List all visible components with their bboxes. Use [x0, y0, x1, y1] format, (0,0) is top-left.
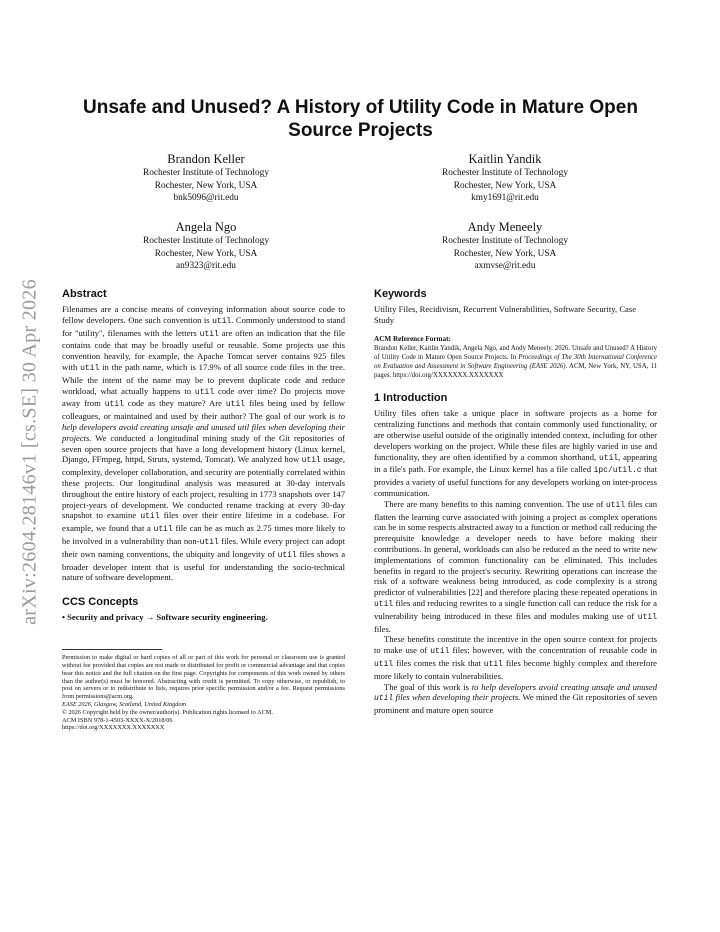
acm-ref-text: Brandon Keller, Kaitlin Yandik, Angela Ngo, and Andy Meneely. 2026. Unsafe and Unused? A History of Utility Code in Mature Open Source Projects. In Proceedings of The 30th International Conference on Evaluation and Assessment in Software Engineering (EASE 2026). ACM, New York, NY, USA, 11 pages. https://doi.org/XXXXXXX.XXXXXXX [374, 344, 658, 380]
author-location: Rochester, New York, USA [154, 180, 258, 191]
author-email: an9323@rit.edu [176, 261, 236, 271]
permission-notice: Permission to make digital or hard copies of all or part of this work for personal or classroom use is granted without fee provided that copies are not made or distributed for profit or commercial advantage and that copies bear this notice and the full citation on the first page. Copyrights for components of this work owned by others than the author(s) must be honored. Abstracting with credit is permitted. To copy otherwise, or republish, to post on servers or to redistribute to lists, requires prior specific permission and/or a fee. Request permissions from permissions@acm.org. EASE 2026, Glasgow, Scotland, United Kingdom © 2026 Copyright held by the owner/author(s). Publication rights licensed to ACM. ACM ISBN 978-1-4503-XXXX-X/2018/06 https://doi.org/XXXXXXX.XXXXXXX [62, 654, 345, 732]
author-affiliation: Rochester Institute of Technology [442, 168, 568, 178]
author-email: axmvse@rit.edu [474, 261, 536, 271]
abstract-heading: Abstract [62, 288, 107, 300]
author-block [375, 152, 635, 205]
author-location: Rochester, New York, USA [453, 180, 557, 191]
author-affiliation: Rochester Institute of Technology [143, 168, 269, 178]
author-name: Andy Meneely [467, 220, 543, 234]
paper-title: Unsafe and Unused? A History of Utility Code in Mature Open Source Projects [83, 97, 638, 141]
keywords-text: Utility Files, Recidivism, Recurrent Vulnerabilities, Software Security, Case Study [374, 304, 637, 325]
left-column [62, 287, 345, 732]
acm-ref-heading: ACM Reference Format: [374, 334, 451, 343]
author-affiliation: Rochester Institute of Technology [143, 236, 269, 246]
arxiv-watermark: arXiv:2604.28146v1 [cs.SE] 30 Apr 2026 [18, 279, 41, 625]
author-location: Rochester, New York, USA [154, 248, 258, 259]
abstract-text: Filenames are a concise means of conveying information about source code to fellow developers. One such convention is util. Commonly understood to stand for "utility", filenames with the letters util are often an indication that the file contains code that may be broadly useful or reusable. Some projects use this convention heavily, for example, the Apache Tomcat server contains 925 files with util in the path name, which is 17.9% of all source code files in the tree. While the intent of the name may be to prevent duplicate code and reduce workload, what actually happens to util code over time? Do projects move away from util code as they mature? Are util files being used by fellow colleagues, or maintained and used by their author? The goal of our work is to help developers avoid creating unsafe and unused util files when developing their projects. We conducted a longitudinal mining study of the Git repositories of seven open source projects that have a long development history (Linux kernel, Django, FFmpeg, httpd, Struts, systemd, Tomcat). We analyzed how util usage, complexity, developer collaboration, and security are potentially correlated within these projects. Our longitudinal analysis was measured at 30-day intervals throughout the entire history of each project, resulting in 1773 snapshots over 147 project-years of development. We conducted rename tracking at every 30-day snapshot to examine util files over their entire lifetime in a codebase. For example, we found that a util file can be as much as 2.75 times more likely to be involved in a vulnerability than non-util files. While every project can adopt their own naming conventions, the ubiquity and longevity of util files shows a broader developer intent that is useful for understanding the socio-technical nature of software development. [62, 304, 346, 583]
venue: EASE 2026, Glasgow, Scotland, United Kingdom [62, 700, 187, 708]
author-block [375, 220, 635, 273]
intro-paragraph: The goal of this work is to help developers avoid creating unsafe and unused util files when developing their projects. We mined the Git repositories of seven prominent and mature open source [374, 681, 657, 716]
author-email: bnk5096@rit.edu [173, 193, 239, 203]
author-block [76, 220, 336, 273]
author-name: Angela Ngo [175, 220, 237, 234]
author-email: kmy1691@rit.edu [471, 193, 539, 203]
author-block [76, 152, 336, 205]
intro-paragraph: These benefits constitute the incentive in the open source context for projects to make use of util files; however, with the concentration of reusable code in util files comes the risk that util files become highly complex and therefore more likely to contain vulnerabilities. [374, 634, 657, 681]
introduction-section [374, 391, 657, 716]
intro-paragraph: Utility files often take a unique place in software projects as a home for centralizing functions and methods that contain commonly used functionality, or are otherwise useful outside of the originally intended context, including for other developers working on the project. While these files are highly varied in use and functionality, they are often identified by a common shorthand, util, appearing in a file's path. For example, the Linux kernel has a file called ipc/util.c that provides a variety of useful functions for any developers working on inter-process communication. [374, 408, 657, 498]
author-affiliation: Rochester Institute of Technology [442, 236, 568, 246]
right-column [374, 287, 657, 716]
isbn: ACM ISBN 978-1-4503-XXXX-X/2018/06 [62, 716, 173, 724]
ccs-heading: CCS Concepts [62, 596, 139, 609]
copyright: © 2026 Copyright held by the owner/author(s). Publication rights licensed to ACM. [62, 708, 273, 716]
ccs-item: • Security and privacy → Software security engineering. [62, 612, 268, 623]
author-name: Brandon Keller [167, 152, 245, 166]
intro-paragraph: There are many benefits to this naming convention. The use of util files can flatten the learning curve associated with joining a project as complex operations can be in some respects abstracted away to a function or method call reducing the prerequisite knowledge a developer needs to have before making their contributions. In general, workloads can also be reduced as the need to write new implementations of common functionality can be eliminated. This includes benefits in regard to the project's security. Rewriting operations can increase the risk of a software weakness being introduced, as code complexity is a strong predictor of vulnerabilities [22] and therefore placing these repeated operations in util files and reducing rewrites to a single function call can reduce the risk for a vulnerability being introduced in these files and modules making use of util files. [374, 498, 657, 634]
author-name: Kaitlin Yandik [468, 152, 542, 166]
keywords-heading: Keywords [374, 288, 427, 300]
introduction-heading: 1 Introduction [374, 392, 448, 405]
author-location: Rochester, New York, USA [453, 248, 557, 259]
ccs-section [62, 595, 345, 623]
doi: https://doi.org/XXXXXXX.XXXXXXX [62, 724, 165, 732]
